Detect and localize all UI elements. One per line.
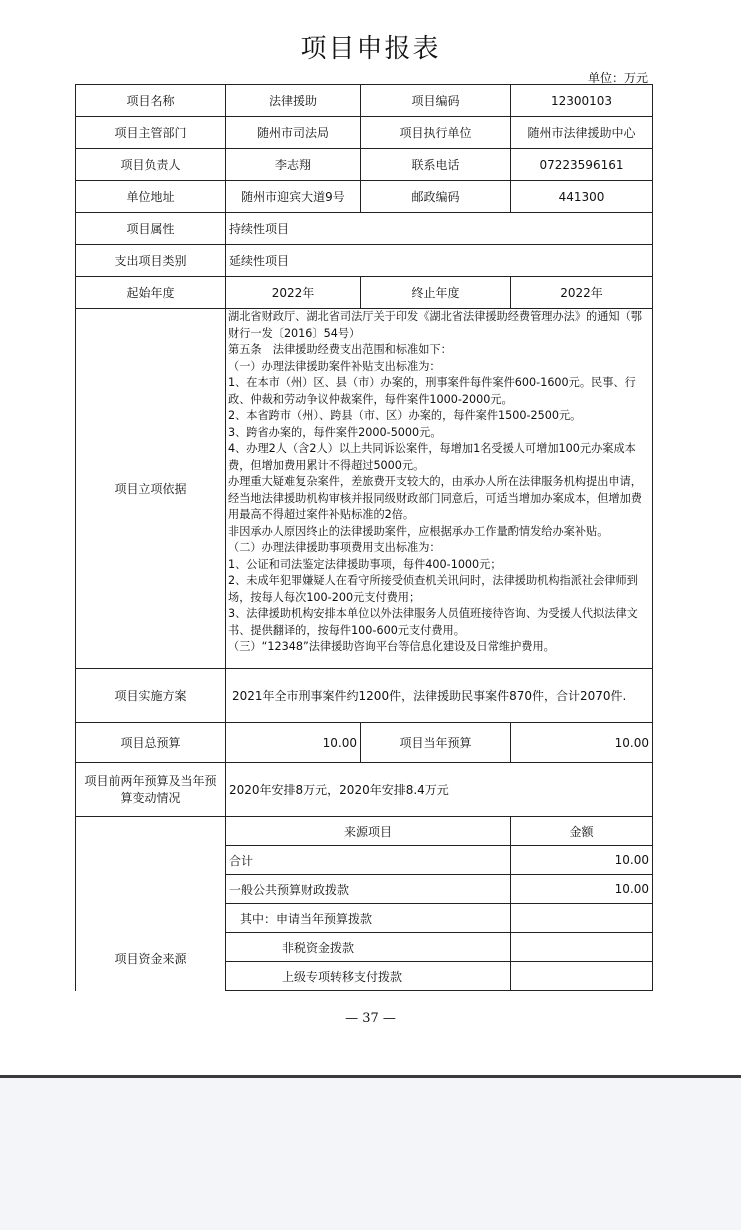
cell-label: 终止年度 xyxy=(361,277,511,309)
basis-line: 第五条 法律援助经费支出范围和标准如下： xyxy=(228,343,452,356)
basis-line: 2、本省跨市（州）、跨县（市、区）办案的，每件案件1500-2500元。 xyxy=(228,409,582,422)
viewer-background xyxy=(0,1078,741,1230)
cell-value: 李志翔 xyxy=(226,149,361,181)
table-row xyxy=(76,723,653,763)
fund-amount xyxy=(511,962,653,991)
cell-value: 随州市迎宾大道9号 xyxy=(226,181,361,213)
cell-label: 项目当年预算 xyxy=(361,723,511,763)
cell-label: 项目立项依据 xyxy=(76,309,226,669)
cell-label: 项目名称 xyxy=(76,85,226,117)
cell-value: 2022年 xyxy=(511,277,653,309)
cell-label: 单位地址 xyxy=(76,181,226,213)
basis-line: （三）“12348”法律援助咨询平台等信息化建设及日常维护费用。 xyxy=(228,640,555,653)
cell-label: 项目主管部门 xyxy=(76,117,226,149)
cell-value: 持续性项目 xyxy=(226,213,653,245)
fund-source: 一般公共预算财政拨款 xyxy=(226,875,511,904)
fund-source: 合计 xyxy=(226,846,511,875)
fund-source: 其中：申请当年预算拨款 xyxy=(226,904,511,933)
basis-line: 办理重大疑难复杂案件，差旅费开支较大的，由承办人所在法律服务机构提出申请，经当地法律援助机构审核并报同级财政部门同意后，可适当增加办案成本，但增加费用最高不得超过案件补贴标准的2倍。 xyxy=(228,475,642,521)
cell-value: 2020年安排8万元，2020年安排8.4万元 xyxy=(226,763,653,817)
table-row xyxy=(76,85,653,117)
project-application-table xyxy=(75,84,653,991)
cell-label: 支出项目类别 xyxy=(76,245,226,277)
fund-amount xyxy=(511,933,653,962)
cell-value: 法律援助 xyxy=(226,85,361,117)
cell-value: 2022年 xyxy=(226,277,361,309)
cell-label: 项目执行单位 xyxy=(361,117,511,149)
basis-line: 1、在本市（州）区、县（市）办案的，刑事案件每件案件600-1600元。民事、行政、仲裁和劳动争议仲裁案件，每件案件1000-2000元。 xyxy=(228,376,636,406)
unit-label: 单位：万元 xyxy=(587,71,648,85)
basis-line: 3、跨省办案的，每件案件2000-5000元。 xyxy=(228,425,442,439)
cell-label: 邮政编码 xyxy=(361,181,511,213)
fund-amount: 10.00 xyxy=(511,875,653,904)
cell-value: 2021年全市刑事案件约1200件，法律援助民事案件870件，合计2070件. xyxy=(226,669,653,723)
basis-line: 非因承办人原因终止的法律援助案件，应根据承办工作量酌情发给办案补贴。 xyxy=(228,524,609,538)
fund-source: 非税资金拨款 xyxy=(226,933,511,962)
table-row xyxy=(76,817,653,846)
page-title: 项目申报表 xyxy=(300,34,441,64)
basis-line: 1、公证和司法鉴定法律援助事项，每件400-1000元； xyxy=(228,557,502,571)
cell-label: 项目前两年预算及当年预算变动情况 xyxy=(76,763,226,817)
cell-label: 联系电话 xyxy=(361,149,511,181)
cell-value: 随州市法律援助中心 xyxy=(511,117,653,149)
table-row xyxy=(76,669,653,723)
cell-label: 项目编码 xyxy=(361,85,511,117)
table-row xyxy=(76,213,653,245)
page-number: — 37 — xyxy=(345,1011,396,1026)
cell-label: 项目属性 xyxy=(76,213,226,245)
cell-value: 441300 xyxy=(511,181,653,213)
cell-value: 07223596161 xyxy=(511,149,653,181)
cell-label: 项目资金来源 xyxy=(76,817,226,991)
cell-header: 金额 xyxy=(511,817,653,846)
cell-label: 项目负责人 xyxy=(76,149,226,181)
table-row xyxy=(76,277,653,309)
table-row xyxy=(76,245,653,277)
cell-value: 10.00 xyxy=(511,723,653,763)
cell-value: 延续性项目 xyxy=(226,245,653,277)
table-row xyxy=(76,309,653,669)
table-row xyxy=(76,149,653,181)
basis-line: （一）办理法律援助案件补贴支出标准为： xyxy=(228,359,441,373)
cell-label: 起始年度 xyxy=(76,277,226,309)
cell-value: 随州市司法局 xyxy=(226,117,361,149)
cell-value: 10.00 xyxy=(226,723,361,763)
basis-line: 4、办理2人（含2人）以上共同诉讼案件，每增加1名受援人可增加100元办案成本费，但增加费用累计不得超过5000元。 xyxy=(228,442,636,472)
cell-value: 12300103 xyxy=(511,85,653,117)
table-row xyxy=(76,117,653,149)
fund-amount xyxy=(511,904,653,933)
fund-source: 上级专项转移支付拨款 xyxy=(226,962,511,991)
cell-label: 项目总预算 xyxy=(76,723,226,763)
basis-text-cell xyxy=(226,309,653,669)
basis-line: （二）办理法律援助事项费用支出标准为： xyxy=(228,541,441,554)
table-row xyxy=(76,763,653,817)
cell-header: 来源项目 xyxy=(226,817,511,846)
basis-line: 2、未成年犯罪嫌疑人在看守所接受侦查机关讯问时，法律援助机构指派社会律师到场，按每人每次100-200元支付费用； xyxy=(228,574,638,604)
basis-line: 湖北省财政厅、湖北省司法厅关于印发《湖北省法律援助经费管理办法》的通知（鄂财行一发〔2016〕54号） xyxy=(228,310,642,340)
cell-label: 项目实施方案 xyxy=(76,669,226,723)
table-row xyxy=(76,181,653,213)
fund-amount: 10.00 xyxy=(511,846,653,875)
basis-line: 3、法律援助机构安排本单位以外法律服务人员值班接待咨询、为受援人代拟法律文书、提供翻译的，按每件100-600元支付费用。 xyxy=(228,607,638,637)
